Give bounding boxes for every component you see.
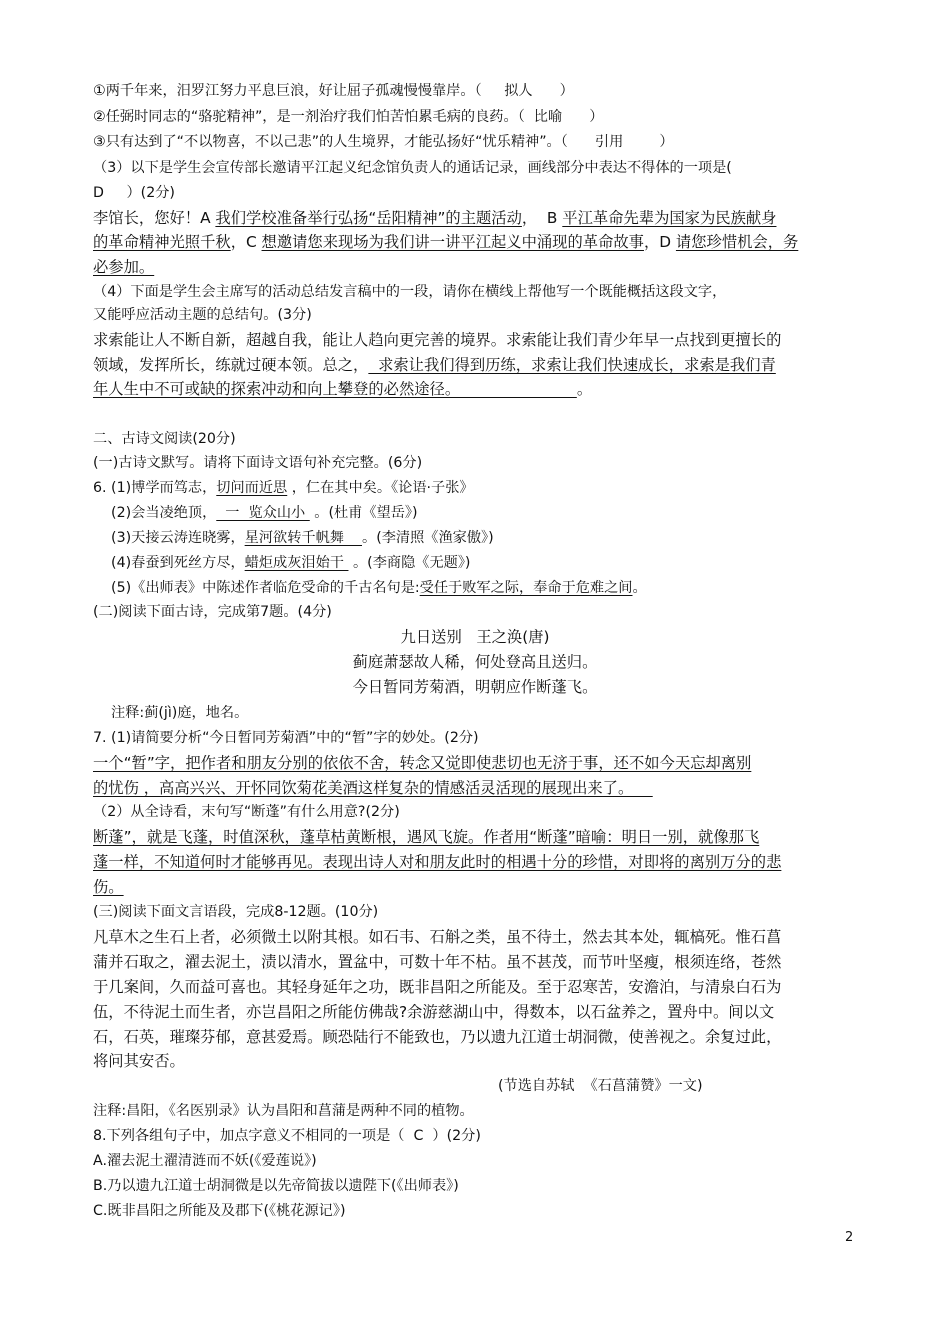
text-plain: 。(杜甫《望岳》) bbox=[309, 505, 418, 521]
passage-line bbox=[93, 378, 592, 400]
passage-line: 求索能让人不断自新，超越自我，能让人趋向更完善的境界。求索能让我们青少年早一点找到更擅长的 bbox=[93, 331, 782, 349]
option-a: A.濯去泥土濯清涟而不妖(《爱莲说》) bbox=[93, 1153, 317, 1169]
text-plain: ， B bbox=[521, 209, 563, 227]
answer-underlined: 蓬一样，不知道何时才能够再见。表现出诗人对和朋友此时的相遇十分的珍惜，对即将的离别万分的悲 bbox=[93, 853, 782, 871]
answer-underlined: 年人生中不可或缺的探索冲动和向上攀登的必然途径。 bbox=[93, 380, 577, 398]
answer-underlined: 的忧伤 ，高高兴兴、开怀同饮菊花美酒这样复杂的情感活灵活现的展现出来了。 bbox=[93, 779, 653, 797]
question-3-answer: D ）(2分) bbox=[93, 185, 175, 201]
passage-note: 注释:昌阳，《名医别录》认为昌阳和菖蒲是两种不同的植物。 bbox=[93, 1103, 474, 1119]
classical-passage-line: 石，石英，璀璨芬郁，意甚爱焉。顾恐陆行不能致也，乃以遗九江道士胡洞微，使善视之。余复过此， bbox=[93, 1028, 782, 1046]
text-plain: (5)《出师表》中陈述作者临危受命的千古名句是: bbox=[93, 580, 420, 596]
question-8-prompt: 8.下列各组句子中，加点字意义不相同的一项是（ C ）(2分) bbox=[93, 1128, 481, 1144]
source-note: (节选自苏轼 《石菖蒲赞》一文) bbox=[498, 1078, 703, 1094]
dictation-item-2 bbox=[93, 502, 418, 524]
answer-underlined: 求索让我们得到历练，求索让我们快速成长，求索是我们青 bbox=[368, 356, 776, 374]
answer-underlined: 星河欲转千帆舞 bbox=[244, 530, 362, 546]
section-heading: 二、古诗文阅读(20分) bbox=[93, 431, 236, 447]
classical-passage-line: 将问其安否。 bbox=[93, 1052, 185, 1070]
subsection-heading: (二)阅读下面古诗，完成第7题。(4分) bbox=[93, 604, 332, 620]
subsection-heading: (三)阅读下面文言语段，完成8-12题。(10分) bbox=[93, 904, 379, 920]
poem-line-1: 蓟庭萧瑟故人稀，何处登高且送归。 bbox=[352, 653, 598, 671]
classical-passage-line: 凡草木之生石上者，必须微土以附其根。如石韦、石斛之类，虽不待土，然去其本处，辄槁死。惟石菖 bbox=[93, 928, 782, 946]
text-plain: ，C bbox=[230, 233, 262, 251]
text-plain: 。(李清照《渔家傲》) bbox=[362, 530, 494, 546]
question-4-prompt: （4）下面是学生会主席写的活动总结发言稿中的一段，请你在横线上帮他写一个既能概括这段文字， bbox=[93, 284, 727, 300]
answer-underlined: 切问而近思 bbox=[216, 480, 288, 496]
text-plain: ，D bbox=[643, 233, 676, 251]
option-c: C.既非昌阳之所能及及郡下(《桃花源记》) bbox=[93, 1203, 346, 1219]
phone-record-line-1 bbox=[93, 207, 776, 229]
passage-line bbox=[93, 354, 776, 376]
text-plain: 领域，发挥所长，练就过硬本领。总之， bbox=[93, 356, 369, 374]
poem-title: 九日送别 王之涣(唐) bbox=[400, 628, 550, 646]
answer-line bbox=[93, 777, 653, 799]
rhetoric-item-2: ②任弼时同志的“骆驼精神”，是一剂治疗我们怕苦怕累毛病的良药。（ 比喻 ） bbox=[93, 109, 604, 125]
text-plain: 。 bbox=[576, 380, 593, 398]
phone-record-line-2 bbox=[93, 231, 798, 253]
underlined-text-d: 请您珍惜机会，务 bbox=[675, 233, 799, 251]
underlined-text-b: 平江革命先辈为国家为民族献身 bbox=[562, 209, 777, 227]
underlined-text-a: 我们学校准备举行弘扬“岳阳精神”的主题活动 bbox=[215, 209, 522, 227]
answer-underlined: 一个“暂”字，把作者和朋友分别的依依不舍，转念又觉即使悲切也无济于事，还不如今天忘却离别 bbox=[93, 754, 752, 772]
page-number: 2 bbox=[845, 1230, 854, 1245]
rhetoric-item-1: ①两千年来，汨罗江努力平息巨浪，好让屈子孤魂慢慢靠岸。（ 拟人 ） bbox=[93, 83, 574, 99]
answer-line bbox=[93, 876, 124, 898]
answer-underlined: 蜡炬成灰泪始干 bbox=[244, 555, 349, 571]
option-b: B.乃以遗九江道士胡洞微是以先帝简拔以遗陛下(《出师表》) bbox=[93, 1178, 459, 1194]
answer-underlined: 受任于败军之际，奉命于危难之间 bbox=[419, 580, 633, 596]
text-plain: ，仁在其中矣。《论语·子张》 bbox=[287, 480, 474, 496]
question-7-1-prompt: 7. (1)请简要分析“今日暂同芳菊酒”中的“暂”字的妙处。(2分) bbox=[93, 730, 479, 746]
question-3-prompt: （3）以下是学生会宣传部长邀请平江起义纪念馆负责人的通话记录，画线部分中表达不得体的一项是( bbox=[93, 160, 732, 176]
answer-line bbox=[93, 752, 751, 774]
underlined-text-b: 的革命精神光照千秋 bbox=[93, 233, 231, 251]
question-7-2-prompt: （2）从全诗看，末句写“断蓬”有什么用意?(2分) bbox=[93, 804, 400, 820]
rhetoric-item-3: ③只有达到了“不以物喜，不以己悲”的人生境界，才能弘扬好“忧乐精神”。（ 引用 ） bbox=[93, 134, 674, 150]
poem-line-2: 今日暂同芳菊酒，明朝应作断蓬飞。 bbox=[352, 678, 598, 696]
phone-record-line-3 bbox=[93, 256, 154, 278]
answer-line bbox=[93, 851, 781, 873]
answer-underlined: 伤。 bbox=[93, 878, 124, 896]
classical-passage-line: 伍，不待泥土而生者，亦岂昌阳之所能仿佛哉?余游慈湖山中，得数本，以石盆养之，置舟中。间以文 bbox=[93, 1003, 775, 1021]
text-plain: 。(李商隐《无题》) bbox=[348, 555, 471, 571]
underlined-text-d: 必参加。 bbox=[93, 258, 155, 276]
text-plain: (2)会当凌绝顶， bbox=[93, 505, 217, 521]
classical-passage-line: 于几案间，久而益可喜也。其轻身延年之功，既非昌阳之所能及。至于忍寒苦，安澹泊，与清泉白石为 bbox=[93, 978, 782, 996]
answer-underlined: 一 览众山小 bbox=[216, 505, 310, 521]
subsection-heading: (一)古诗文默写。请将下面诗文语句补充完整。(6分) bbox=[93, 455, 423, 471]
dictation-item-1 bbox=[93, 477, 474, 499]
underlined-text-c: 想邀请您来现场为我们讲一讲平江起义中涌现的革命故事 bbox=[261, 233, 644, 251]
text-plain: 。 bbox=[632, 580, 647, 596]
text-plain: 6. (1)博学而笃志， bbox=[93, 480, 217, 496]
text-plain: (4)春蚕到死丝方尽， bbox=[93, 555, 245, 571]
poem-note: 注释:蓟(jì)庭，地名。 bbox=[93, 705, 249, 721]
dictation-item-4 bbox=[93, 552, 470, 574]
text-plain: (3)天接云涛连晓雾， bbox=[93, 530, 245, 546]
dictation-item-5 bbox=[93, 577, 647, 599]
answer-underlined: 断蓬”，就是飞蓬，时值深秋，蓬草枯黄断根，遇风飞旋。作者用“断蓬”暗喻：明日一别，就像那飞 bbox=[93, 828, 760, 846]
classical-passage-line: 蒲并石取之，濯去泥土，渍以清水，置盆中，可数十年不枯。虽不甚茂，而节叶坚瘦，根须连络，苍然 bbox=[93, 953, 782, 971]
dictation-item-3 bbox=[93, 527, 494, 549]
answer-line bbox=[93, 826, 759, 848]
question-4-prompt-cont: 又能呼应活动主题的总结句。(3分) bbox=[93, 307, 312, 323]
text-plain: 李馆长，您好！A bbox=[93, 209, 216, 227]
